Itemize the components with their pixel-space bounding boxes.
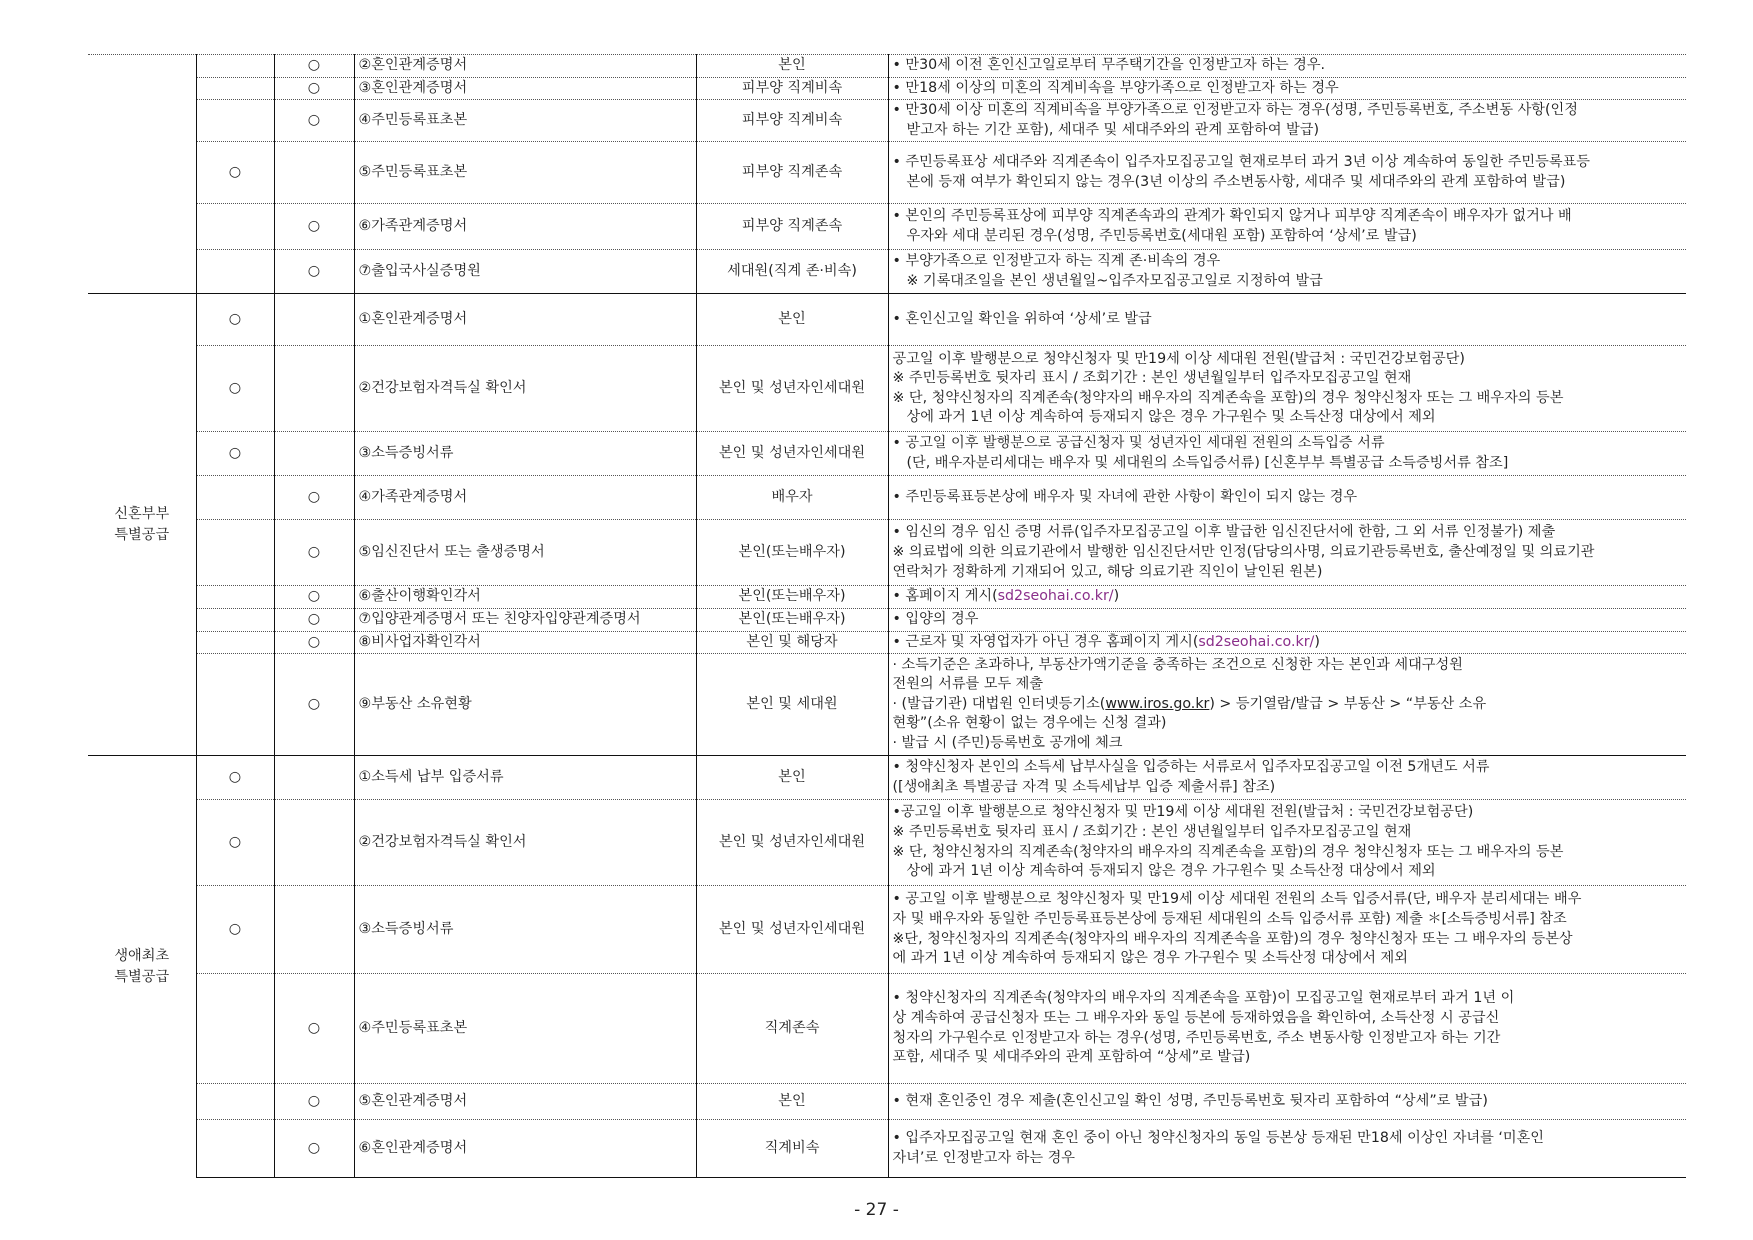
document-name: ②건강보험자격득실 확인서 <box>354 346 696 432</box>
check-col2 <box>274 432 354 476</box>
check-col1: ○ <box>196 800 274 886</box>
homepage-link[interactable]: sd2seohai.co.kr/ <box>997 588 1114 605</box>
document-target: 직계존속 <box>696 974 888 1084</box>
check-col2: ○ <box>274 100 354 142</box>
document-note: • 주민등록표등본상에 배우자 및 자녀에 관한 사항이 확인이 되지 않는 경우 <box>888 476 1686 520</box>
document-name: ⑦입양관계증명서 또는 친양자입양관계증명서 <box>354 608 696 631</box>
check-col2 <box>274 886 354 974</box>
document-name: ③혼인관계증명서 <box>354 77 696 100</box>
document-name: ④주민등록표초본 <box>354 974 696 1084</box>
document-name: ③소득증빙서류 <box>354 432 696 476</box>
document-target: 본인 및 성년자인세대원 <box>696 886 888 974</box>
document-note: • 청약신청자의 직계존속(청약자의 배우자의 직계존속을 포함)이 모집공고일 현재로부터 과거 1년 이 상 계속하여 공급신청자 또는 그 배우자와 동일 등본에 등재하였음을 확인하여, 소득산정 시 공급신 청자의 가구원수로 인정받고자 하는 경우(성명, 주민등록번호, 주소 변동사항 인정받고자 하는 기간 포함, 세대주 및 세대주와의 관계 포함하여 “상세”로 발급) <box>888 974 1686 1084</box>
document-name: ①소득세 납부 입증서류 <box>354 756 696 800</box>
check-col1 <box>196 586 274 609</box>
document-name: ⑨부동산 소유현황 <box>354 654 696 756</box>
document-target: 본인(또는배우자) <box>696 586 888 609</box>
check-col2: ○ <box>274 974 354 1084</box>
check-col2: ○ <box>274 586 354 609</box>
check-col2: ○ <box>274 476 354 520</box>
document-target: 피부양 직계존속 <box>696 204 888 250</box>
document-page <box>88 54 1686 1178</box>
document-note: · 소득기준은 초과하나, 부동산가액기준을 충족하는 조건으로 신청한 자는 본인과 세대구성원 전원의 서류를 모두 제출 · (발급기관) 대법원 인터넷등기소(www.iros.go.kr) > 등기열람/발급 > 부동산 > “부동산 소유 현황”(소유 현황이 없는 경우에는 신청 결과) · 발급 시 (주민)등록번호 공개에 체크 <box>888 654 1686 756</box>
document-name: ⑧비사업자확인각서 <box>354 631 696 654</box>
iros-link[interactable]: www.iros.go.kr <box>1105 695 1210 712</box>
document-name: ⑥출산이행확인각서 <box>354 586 696 609</box>
page-number: - 27 - <box>854 1200 899 1220</box>
document-name: ③소득증빙서류 <box>354 886 696 974</box>
document-name: ⑦출입국사실증명원 <box>354 250 696 294</box>
document-target: 직계비속 <box>696 1120 888 1178</box>
category-first-life: 생애최초 특별공급 <box>88 756 196 1178</box>
document-target: 세대원(직계 존·비속) <box>696 250 888 294</box>
document-note: • 임신의 경우 임신 증명 서류(입주자모집공고일 이후 발급한 임신진단서에 한함, 그 외 서류 인정불가) 제출 ※ 의료법에 의한 의료기관에서 발행한 임신진단서만 인정(담당의사명, 의료기관등록번호, 출산예정일 및 의료기관 연락처가 정확하게 기재되어 있고, 해당 의료기관 직인이 날인된 원본) <box>888 520 1686 586</box>
document-note: •공고일 이후 발행분으로 청약신청자 및 만19세 이상 세대원 전원(발급처 : 국민건강보험공단) ※ 주민등록번호 뒷자리 표시 / 조회기간 : 본인 생년월일부터 입주자모집공고일 현재 ※ 단, 청약신청자의 직계존속(청약자의 배우자의 직계존속을 포함)의 경우 청약신청자 또는 그 배우자의 등본 상에 과거 1년 이상 계속하여 등재되지 않은 경우 가구원수 및 소득산정 대상에서 제외 <box>888 800 1686 886</box>
check-col2: ○ <box>274 55 354 78</box>
check-col1 <box>196 55 274 78</box>
check-col2: ○ <box>274 1120 354 1178</box>
document-name: ⑥혼인관계증명서 <box>354 1120 696 1178</box>
document-note: • 입주자모집공고일 현재 혼인 중이 아닌 청약신청자의 동일 등본상 등재된 만18세 이상인 자녀를 ‘미혼인 자녀’로 인정받고자 하는 경우 <box>888 1120 1686 1178</box>
check-col1 <box>196 100 274 142</box>
document-name: ②혼인관계증명서 <box>354 55 696 78</box>
check-col1: ○ <box>196 142 274 204</box>
document-name: ⑥가족관계증명서 <box>354 204 696 250</box>
check-col2: ○ <box>274 608 354 631</box>
document-name: ⑤혼인관계증명서 <box>354 1084 696 1120</box>
document-target: 배우자 <box>696 476 888 520</box>
document-note: • 만30세 이상 미혼의 직계비속을 부양가족으로 인정받고자 하는 경우(성명, 주민등록번호, 주소변동 사항(인정 받고자 하는 기간 포함), 세대주 및 세대주와의 관계 포함하여 발급) <box>888 100 1686 142</box>
document-target: 피부양 직계비속 <box>696 100 888 142</box>
check-col1 <box>196 608 274 631</box>
required-documents-table <box>88 54 1686 1178</box>
document-note: • 청약신청자 본인의 소득세 납부사실을 입증하는 서류로서 입주자모집공고일 이전 5개년도 서류 ([생애최초 특별공급 자격 및 소득세납부 입증 제출서류] 참조) <box>888 756 1686 800</box>
document-target: 본인 및 성년자인세대원 <box>696 800 888 886</box>
document-note: • 본인의 주민등록표상에 피부양 직계존속과의 관계가 확인되지 않거나 피부양 직계존속이 배우자가 없거나 배 우자와 세대 분리된 경우(성명, 주민등록번호(세대원 포함) 포함하여 ‘상세’로 발급) <box>888 204 1686 250</box>
document-target: 본인 <box>696 756 888 800</box>
document-note: • 근로자 및 자영업자가 아닌 경우 홈페이지 게시(sd2seohai.co.kr/) <box>888 631 1686 654</box>
check-col2: ○ <box>274 250 354 294</box>
document-target: 본인 <box>696 55 888 78</box>
check-col1 <box>196 476 274 520</box>
document-target: 본인(또는배우자) <box>696 608 888 631</box>
check-col2 <box>274 142 354 204</box>
check-col1 <box>196 520 274 586</box>
check-col1 <box>196 1084 274 1120</box>
check-col2 <box>274 800 354 886</box>
document-target: 피부양 직계비속 <box>696 77 888 100</box>
check-col2 <box>274 756 354 800</box>
document-target: 본인 <box>696 1084 888 1120</box>
document-name: ②건강보험자격득실 확인서 <box>354 800 696 886</box>
homepage-link[interactable]: sd2seohai.co.kr/ <box>1198 633 1315 650</box>
document-note: • 입양의 경우 <box>888 608 1686 631</box>
check-col1: ○ <box>196 346 274 432</box>
document-note: • 혼인신고일 확인을 위하여 ‘상세’로 발급 <box>888 294 1686 346</box>
document-note: • 만30세 이전 혼인신고일로부터 무주택기간을 인정받고자 하는 경우. <box>888 55 1686 78</box>
document-note: • 공고일 이후 발행분으로 공급신청자 및 성년자인 세대원 전원의 소득입증 서류 (단, 배우자분리세대는 배우자 및 세대원의 소득입증서류) [신혼부부 특별공급 소득증빙서류 참조] <box>888 432 1686 476</box>
document-target: 본인(또는배우자) <box>696 520 888 586</box>
document-target: 본인 및 세대원 <box>696 654 888 756</box>
check-col2: ○ <box>274 204 354 250</box>
check-col1 <box>196 77 274 100</box>
document-name: ⑤임신진단서 또는 출생증명서 <box>354 520 696 586</box>
document-note: • 만18세 이상의 미혼의 직계비속을 부양가족으로 인정받고자 하는 경우 <box>888 77 1686 100</box>
check-col2 <box>274 294 354 346</box>
check-col1: ○ <box>196 886 274 974</box>
check-col2: ○ <box>274 520 354 586</box>
check-col2: ○ <box>274 77 354 100</box>
document-note: 공고일 이후 발행분으로 청약신청자 및 만19세 이상 세대원 전원(발급처 : 국민건강보험공단) ※ 주민등록번호 뒷자리 표시 / 조회기간 : 본인 생년월일부터 입주자모집공고일 현재 ※ 단, 청약신청자의 직계존속(청약자의 배우자의 직계존속을 포함)의 경우 청약신청자 또는 그 배우자의 등본 상에 과거 1년 이상 계속하여 등재되지 않은 경우 가구원수 및 소득산정 대상에서 제외 <box>888 346 1686 432</box>
check-col1 <box>196 654 274 756</box>
document-name: ①혼인관계증명서 <box>354 294 696 346</box>
check-col1 <box>196 204 274 250</box>
document-target: 피부양 직계존속 <box>696 142 888 204</box>
document-note: • 공고일 이후 발행분으로 청약신청자 및 만19세 이상 세대원 전원의 소득 입증서류(단, 배우자 분리세대는 배우 자 및 배우자와 동일한 주민등록표등본상에 등재된 세대원의 소득 입증서류 포함) 제출 ＊[소득증빙서류] 참조 ※단, 청약신청자의 직계존속(청약자의 배우자의 직계존속을 포함)의 경우 청약신청자 또는 그 배우자의 등본상 에 과거 1년 이상 계속하여 등재되지 않은 경우 가구원수 및 소득산정 대상에서 제외 <box>888 886 1686 974</box>
check-col1 <box>196 631 274 654</box>
document-target: 본인 및 성년자인세대원 <box>696 432 888 476</box>
document-name: ⑤주민등록표초본 <box>354 142 696 204</box>
document-note: • 홈페이지 게시(sd2seohai.co.kr/) <box>888 586 1686 609</box>
check-col1: ○ <box>196 294 274 346</box>
check-col2: ○ <box>274 1084 354 1120</box>
document-note: • 주민등록표상 세대주와 직계존속이 입주자모집공고일 현재로부터 과거 3년 이상 계속하여 동일한 주민등록표등 본에 등재 여부가 확인되지 않는 경우(3년 이상의 주소변동사항, 세대주 및 세대주와의 관계 포함하여 발급) <box>888 142 1686 204</box>
check-col1 <box>196 250 274 294</box>
document-note: • 현재 혼인중인 경우 제출(혼인신고일 확인 성명, 주민등록번호 뒷자리 포함하여 “상세”로 발급) <box>888 1084 1686 1120</box>
check-col1 <box>196 974 274 1084</box>
check-col1: ○ <box>196 756 274 800</box>
document-target: 본인 및 해당자 <box>696 631 888 654</box>
check-col2: ○ <box>274 631 354 654</box>
document-target: 본인 <box>696 294 888 346</box>
category-cell-continued <box>88 55 196 294</box>
check-col2 <box>274 346 354 432</box>
check-col1: ○ <box>196 432 274 476</box>
category-newlywed: 신혼부부 특별공급 <box>88 294 196 756</box>
document-name: ④주민등록표초본 <box>354 100 696 142</box>
document-name: ④가족관계증명서 <box>354 476 696 520</box>
document-target: 본인 및 성년자인세대원 <box>696 346 888 432</box>
check-col2: ○ <box>274 654 354 756</box>
check-col1 <box>196 1120 274 1178</box>
document-note: • 부양가족으로 인정받고자 하는 직계 존·비속의 경우 ※ 기록대조일을 본인 생년월일~입주자모집공고일로 지정하여 발급 <box>888 250 1686 294</box>
